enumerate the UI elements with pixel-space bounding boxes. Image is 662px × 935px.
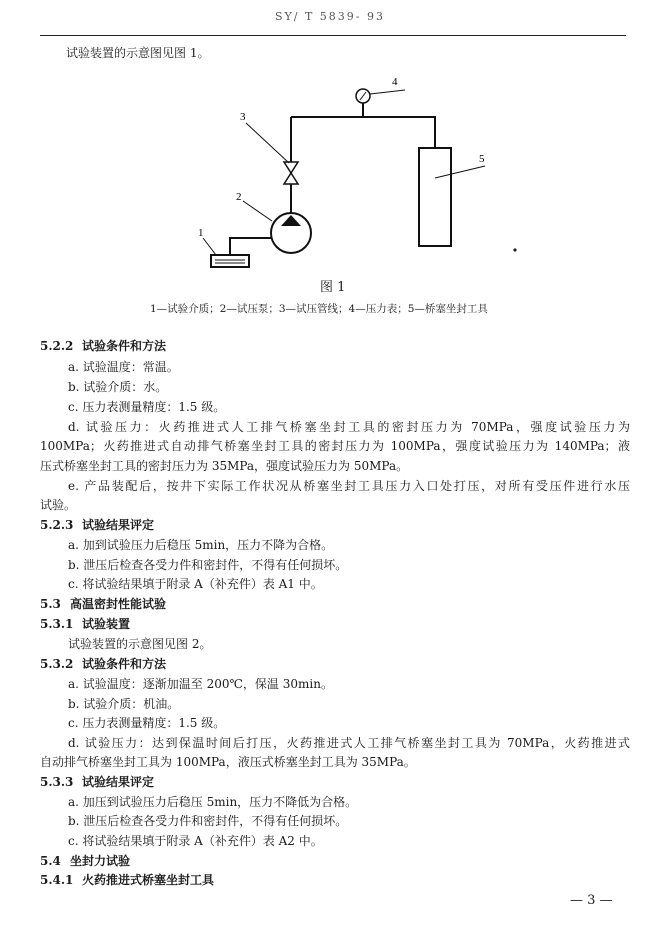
label-1: 1 [198,227,204,239]
item-5-2-2-c: c. 压力表测量精度：1.5 级。 [68,400,226,414]
section-title-5-2-3: 试验结果评定 [82,518,155,532]
item-5-2-3-c: c. 将试验结果填于附录 A（补充件）表 A1 中。 [68,577,323,591]
figure-caption: 图 1 [320,280,346,295]
item-5-2-2-d-line2: 100MPa；火药推进式自动排气桥塞坐封工具的密封压力为 100MPa，强度试验压力为 140MPa；液 [40,439,630,453]
item-5-2-2-e-line1: e. 产品装配后，按井下实际工作状况从桥塞坐封工具压力入口处打压，对所有受压件进行水压 [68,479,630,493]
item-5-2-3-b: b. 泄压后检查各受力件和密封件，不得有任何损坏。 [68,558,348,572]
section-title-5-3-2: 试验条件和方法 [82,657,167,671]
section-number-5-3-2: 5.3.2 [40,657,74,671]
label-4: 4 [392,76,398,88]
section-title-5-3-3: 试验结果评定 [82,775,155,789]
item-5-3-3-c: c. 将试验结果填于附录 A（补充件）表 A2 中。 [68,834,323,848]
item-5-3-3-b: b. 泄压后检查各受力件和密封件，不得有任何损坏。 [68,814,348,828]
section-number-5-2-3: 5.2.3 [40,518,74,532]
item-5-3-2-c: c. 压力表测量精度：1.5 级。 [68,716,226,730]
section-title-5-3-1: 试验装置 [82,617,131,631]
pressure-line [291,117,435,148]
suction-pipe [230,238,272,255]
item-5-3-3-a: a. 加压到试验压力后稳压 5min，压力不降低为合格。 [68,795,358,809]
test-medium-tray [211,255,249,267]
label-3: 3 [240,111,246,123]
section-number-5-3: 5.3 [40,597,61,611]
text-5-3-1: 试验装置的示意图见图 2。 [68,637,212,651]
item-5-2-3-a: a. 加到试验压力后稳压 5min，压力不降为合格。 [68,538,334,552]
item-5-2-2-e-line2: 试验。 [40,498,77,512]
section-number-5-3-3: 5.3.3 [40,775,74,789]
section-title-5-3: 高温密封性能试验 [70,597,167,611]
item-5-3-2-d-line1: d. 试验压力：达到保温时间后打压，火药推进式人工排气桥塞坐封工具为 70MPa，火药推进式 [68,736,630,750]
section-title-5-4: 坐封力试验 [70,854,131,868]
item-5-2-2-d-line1: d. 试验压力：火药推进式人工排气桥塞坐封工具的密封压力为 70MPa，强度试验压力为 [68,420,630,434]
valve-upper [284,162,298,173]
bridge-plug-setting-tool [419,148,451,246]
section-title-5-2-2: 试验条件和方法 [82,339,167,353]
section-number-5-4: 5.4 [40,854,61,868]
label-2: 2 [236,191,242,203]
page-number: — 3 — [570,893,613,908]
valve-lower [284,173,298,184]
section-number-5-4-1: 5.4.1 [40,873,74,887]
standard-code-header: SY/ T 5839- 93 [274,10,386,23]
figure-legend: 1—试验介质；2—试压泵；3—试压管线；4—压力表；5—桥塞坐封工具 [150,303,488,315]
item-5-3-2-a: a. 试验温度：逐渐加温至 200℃，保温 30min。 [68,677,333,691]
section-number-5-2-2: 5.2.2 [40,339,74,353]
intro-text: 试验装置的示意图见图 1。 [66,46,210,60]
item-5-2-2-d-line3: 压式桥塞坐封工具的密封压力为 35MPa，强度试验压力为 50MPa。 [40,459,409,473]
section-title-5-4-1: 火药推进式桥塞坐封工具 [82,873,215,887]
item-5-2-2-a: a. 试验温度：常温。 [68,360,179,374]
item-5-3-2-d-line2: 自动排气桥塞坐封工具为 100MPa，液压式桥塞坐封工具为 35MPa。 [40,755,416,769]
pump-arrow [281,215,301,226]
section-number-5-3-1: 5.3.1 [40,617,74,631]
label-5: 5 [479,153,485,165]
item-5-3-2-b: b. 试验介质：机油。 [68,697,180,711]
item-5-2-2-b: b. 试验介质：水。 [68,380,168,394]
